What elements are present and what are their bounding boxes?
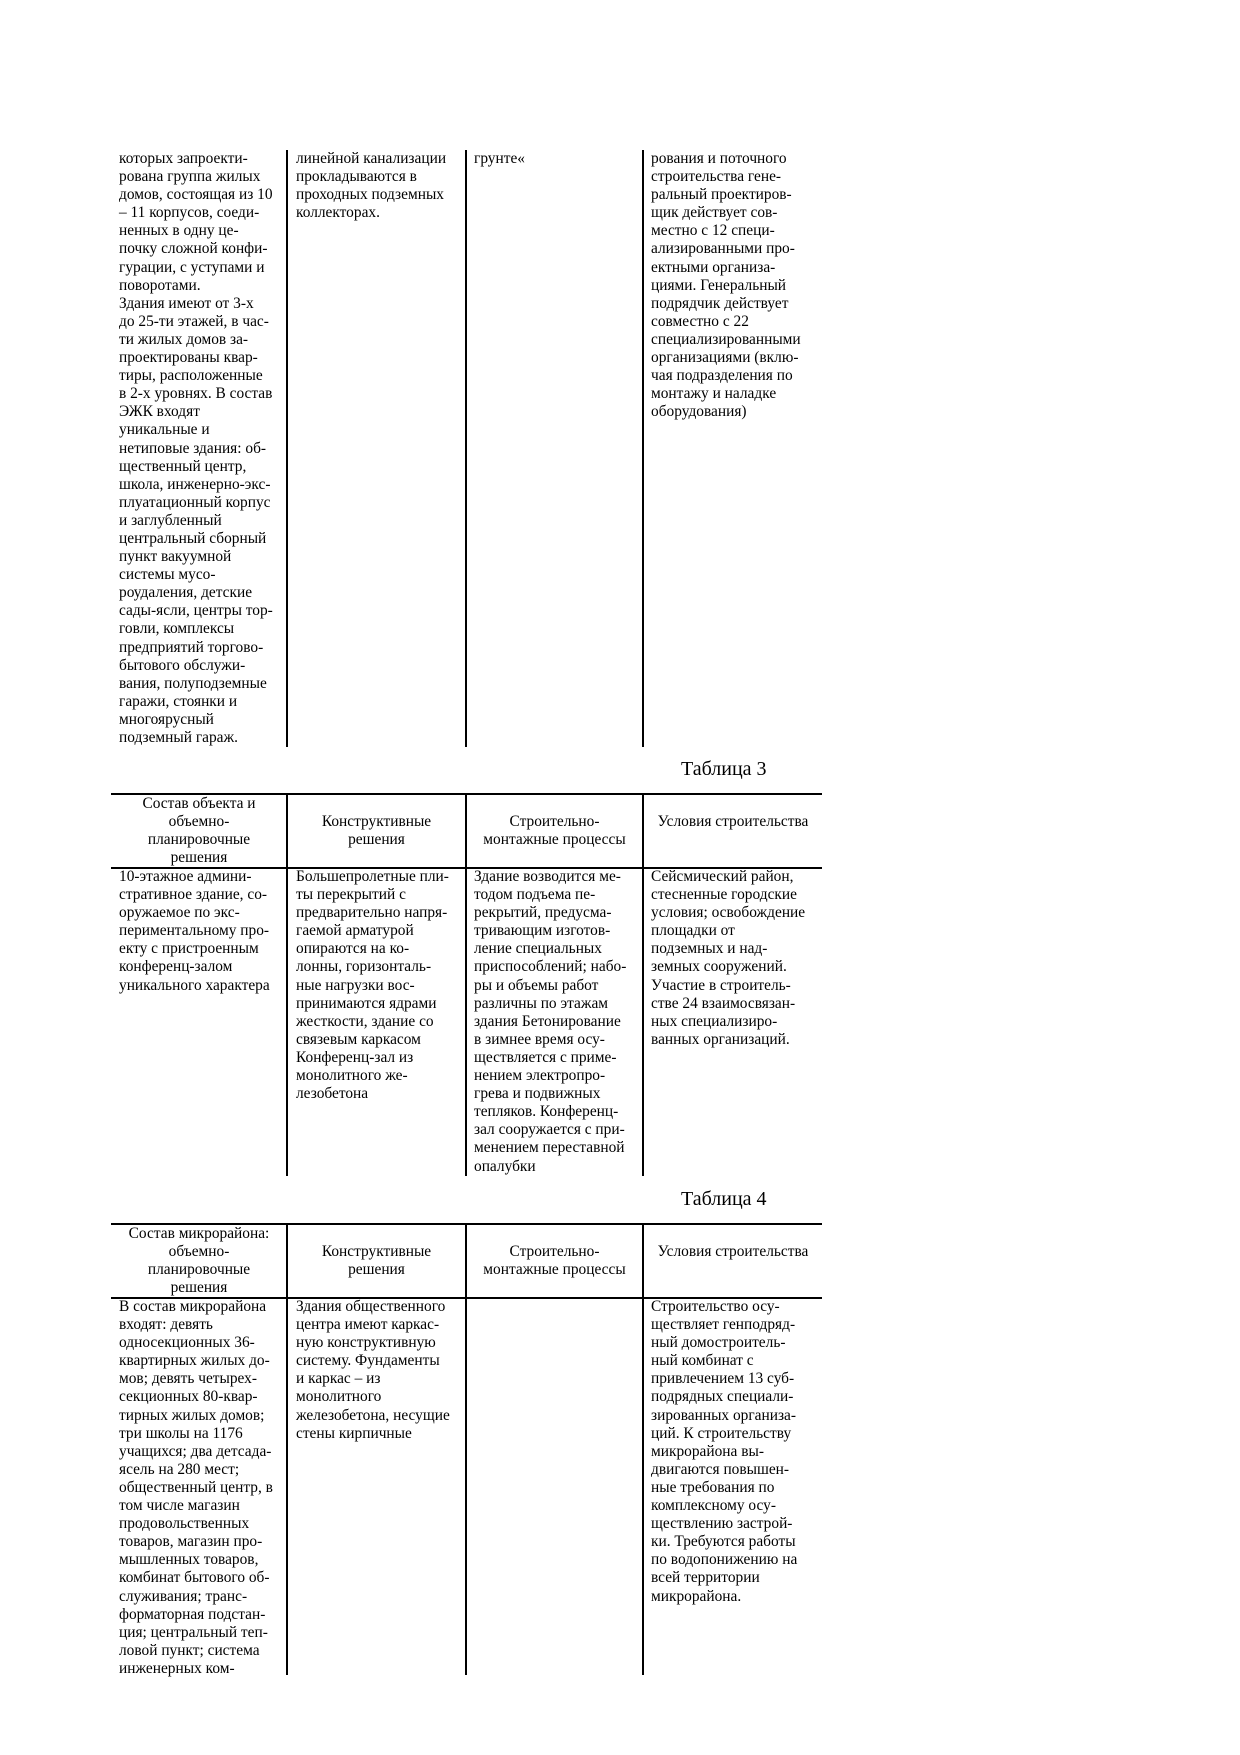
table-header-cell: Условия строительства [657, 813, 809, 830]
table-header-cell: Состав объекта и объемно- планировочные решения [142, 795, 256, 867]
table-cell: 10-этажное админи- стративное здание, со- оружаемое по экс- периментальному про- екту с пристроенным конференц-залом уникального характера [119, 868, 270, 994]
table-header-cell: Конструктивные решения [321, 1243, 432, 1279]
table-cell: Здание возводится ме- тодом подъема пе- рекрытий, предусма- тривающим изготов- ление специальных приспособлений; набо- ры и объемы работ различны по этажам здания Бетонирование в зимнее время осу- ществляется с приме- нением электропро- грева и подвижных тепляков. Конференц- зал сооружается с при- менением переставной опалубки [474, 868, 627, 1175]
table-cell: которых запроекти- рована группа жилых домов, состоящая из 10 – 11 корпусов, соеди- ненных в одну це- почку сложной конфи- гурации, с уступами и поворотами. Здания имеют от 3-х до 25-ти этажей, в час- ти жилых домов за- проектированы квар- тиры, расположенные в 2-х уровнях. В состав ЭЖК входят уникальные и нетиповые здания: об- щественный центр, школа, инженерно-экс- плуатационный корпус и заглубленный центральный сборный пункт вакуумной системы мусо- роудаления, детские сады-ясли, центры тор- говли, комплексы предприятий торгово- бытового обслужи- вания, полуподземные гаражи, стоянки и многоярусный подземный гараж. [119, 150, 273, 746]
table-cell: Здания общественного центра имеют каркас- ную конструктивную систему. Фундаменты и каркас – из монолитного железобетона, несущие стены кирпичные [296, 1298, 450, 1442]
column-divider [286, 1223, 288, 1675]
column-divider [465, 1223, 467, 1675]
column-divider [286, 793, 288, 1176]
column-divider [642, 150, 644, 747]
table-header-cell: Условия строительства [657, 1243, 809, 1260]
table-cell: В состав микрорайона входят: девять односекционных 36- квартирных жилых до- мов; девять четырех- секционных 80-квар- тирных жилых домов; три школы на 1176 учащихся; два детсада- ясель на 280 мест; общественный центр, в том числе магазин продовольственных товаров, магазин про- мышленных товаров, комбинат бытового об- служивания; транс- форматорная подстан- ция; центральный теп- ловой пункт; система инженерных ком- [119, 1298, 273, 1677]
column-divider [642, 1223, 644, 1675]
column-divider [465, 150, 467, 747]
table-cell: рования и поточного строительства гене- ральный проектиров- щик действует сов- местно с 12 специ- ализированными про- ектными организа- циями. Генеральный подрядчик действует совместно с 22 специализированными организациями (вклю- чая подразделения по монтажу и наладке оборудования) [651, 150, 801, 421]
table-header-cell: Строительно- монтажные процессы [483, 1243, 626, 1279]
column-divider [465, 793, 467, 1176]
table-cell: линейной канализации прокладываются в проходных подземных коллекторах. [296, 150, 447, 222]
column-divider [642, 793, 644, 1176]
table4-caption: Таблица 4 [681, 1188, 767, 1210]
table3-caption: Таблица 3 [681, 758, 767, 780]
table-cell: Строительство осу- ществляет генподряд- ный домостроитель- ный комбинат с привлечением 13 суб- подрядных специали- зированных организа- ций. К строительству микрорайона вы- двигаются повышен- ные требования по комплексному осу- ществлению застрой- ки. Требуются работы по водопонижению на всей территории микрорайона. [651, 1298, 798, 1605]
column-divider [286, 150, 288, 747]
table-header-cell: Строительно- монтажные процессы [483, 813, 626, 849]
table-cell: грунте« [474, 150, 525, 167]
table-header-cell: Конструктивные решения [321, 813, 432, 849]
table-cell: Сейсмический район, стесненные городские условия; освобождение площадки от подземных и над- земных сооружений. Участие в строитель- стве 24 взаимосвязан- ных специализиро- ванных организаций. [651, 868, 806, 1048]
table-cell: Большепролетные пли- ты перекрытий с предварительно напря- гаемой арматурой опираются на ко- лонны, горизонталь- ные нагрузки вос- принимаются ядрами жесткости, здание со связевым каркасом Конференц-зал из монолитного же- лезобетона [296, 868, 449, 1103]
table-header-cell: Состав микрорайона: объемно- планировочные решения [128, 1225, 270, 1297]
